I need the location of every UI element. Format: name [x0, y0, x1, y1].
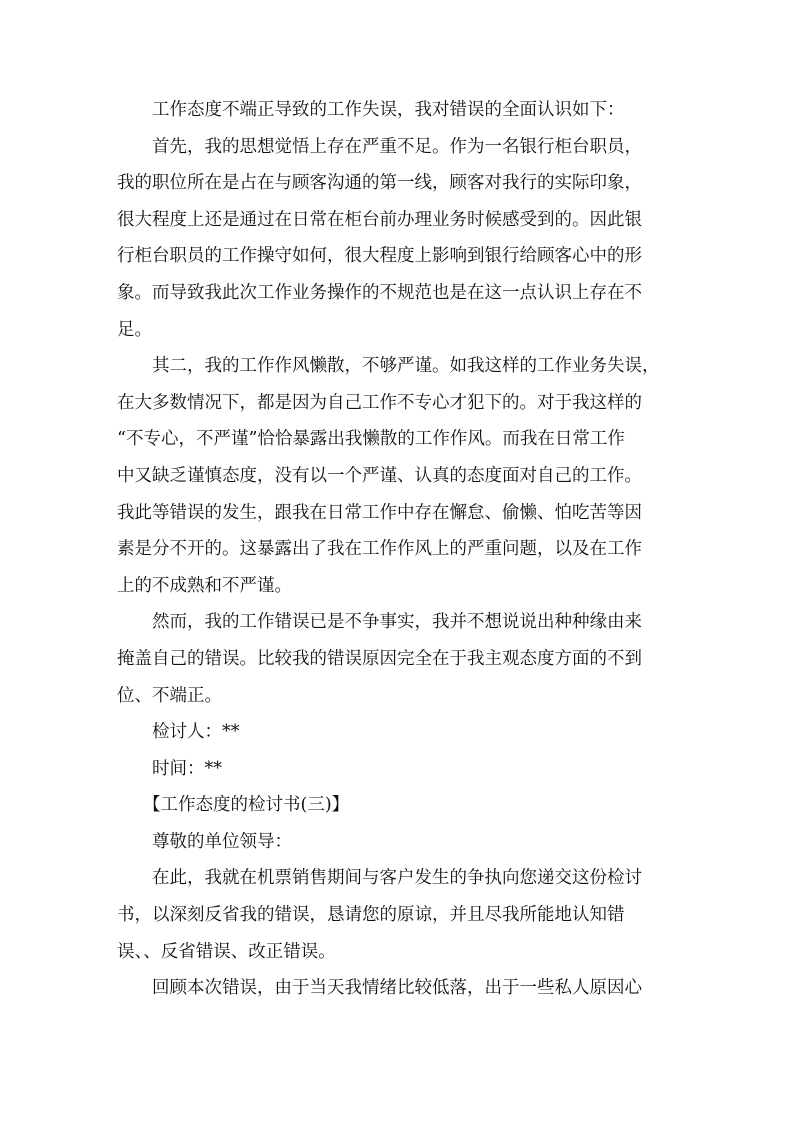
text-line: 在此，我就在机票销售期间与客户发生的争执向您递交这份检讨: [152, 868, 642, 889]
text-line: 足。: [117, 319, 152, 340]
text-line: 尊敬的单位领导：: [152, 831, 292, 852]
text-line: “不专心，不严谨”恰恰暴露出我懒散的工作作风。而我在日常工作: [117, 429, 625, 450]
text-line: 书，以深刻反省我的错误，恳请您的原谅，并且尽我所能地认知错: [117, 905, 625, 926]
text-line: 上的不成熟和不严谨。: [117, 575, 292, 596]
text-line: 行柜台职员的工作操守如何，很大程度上影响到银行给顾客心中的形: [117, 246, 642, 267]
text-line: 时间：**: [152, 758, 222, 779]
paragraph-first-point: [117, 129, 685, 349]
text-line: 在大多数情况下，都是因为自己工作不专心才犯下的。对于我这样的: [117, 392, 642, 413]
text-line: 我此等错误的发生，跟我在日常工作中存在懈怠、偷懒、怕吃苦等因: [117, 502, 642, 523]
text-line: 【工作态度的检讨书(三)】: [143, 795, 350, 816]
text-line: 误、、反省错误、改正错误。: [117, 941, 336, 962]
text-line: 工作态度不端正导致的工作失误，我对错误的全面认识如下：: [152, 100, 625, 120]
text-line: 掩盖自己的错误。比较我的错误原因完全在于我主观态度方面的不到: [117, 648, 642, 669]
document-page: [117, 92, 685, 1007]
paragraph-opening: [117, 860, 685, 970]
text-line: 我的职位所在是占在与顾客沟通的第一线，顾客对我行的实际印象，: [117, 173, 642, 194]
paragraph-intro: [117, 92, 685, 129]
paragraph-review: [117, 970, 685, 1007]
text-line: 首先，我的思想觉悟上存在严重不足。作为一名银行柜台职员，: [152, 136, 642, 157]
text-line: 象。而导致我此次工作业务操作的不规范也是在这一点认识上存在不: [117, 282, 642, 303]
text-line: 然而，我的工作错误已是不争事实，我并不想说说出种种缘由来: [152, 612, 642, 633]
reviewer-line: [117, 714, 685, 751]
text-line: 检讨人：**: [152, 722, 240, 743]
text-line: 素是分不开的。这暴露出了我在工作作风上的严重问题，以及在工作: [117, 539, 642, 560]
salutation: [117, 824, 685, 861]
text-line: 其二，我的工作作风懒散，不够严谨。如我这样的工作业务失误，: [152, 356, 660, 377]
text-line: 中又缺乏谨慎态度，没有以一个严谨、认真的态度面对自己的工作。: [117, 465, 642, 486]
text-line: 位、不端正。: [117, 685, 222, 706]
paragraph-second-point: [117, 348, 685, 604]
text-line: 回顾本次错误，由于当天我情绪比较低落，出于一些私人原因心: [152, 978, 642, 999]
time-line: [117, 751, 685, 788]
paragraph-however: [117, 604, 685, 714]
section-title: [117, 787, 685, 824]
text-line: 很大程度上还是通过在日常在柜台前办理业务时候感受到的。因此银: [117, 209, 642, 230]
